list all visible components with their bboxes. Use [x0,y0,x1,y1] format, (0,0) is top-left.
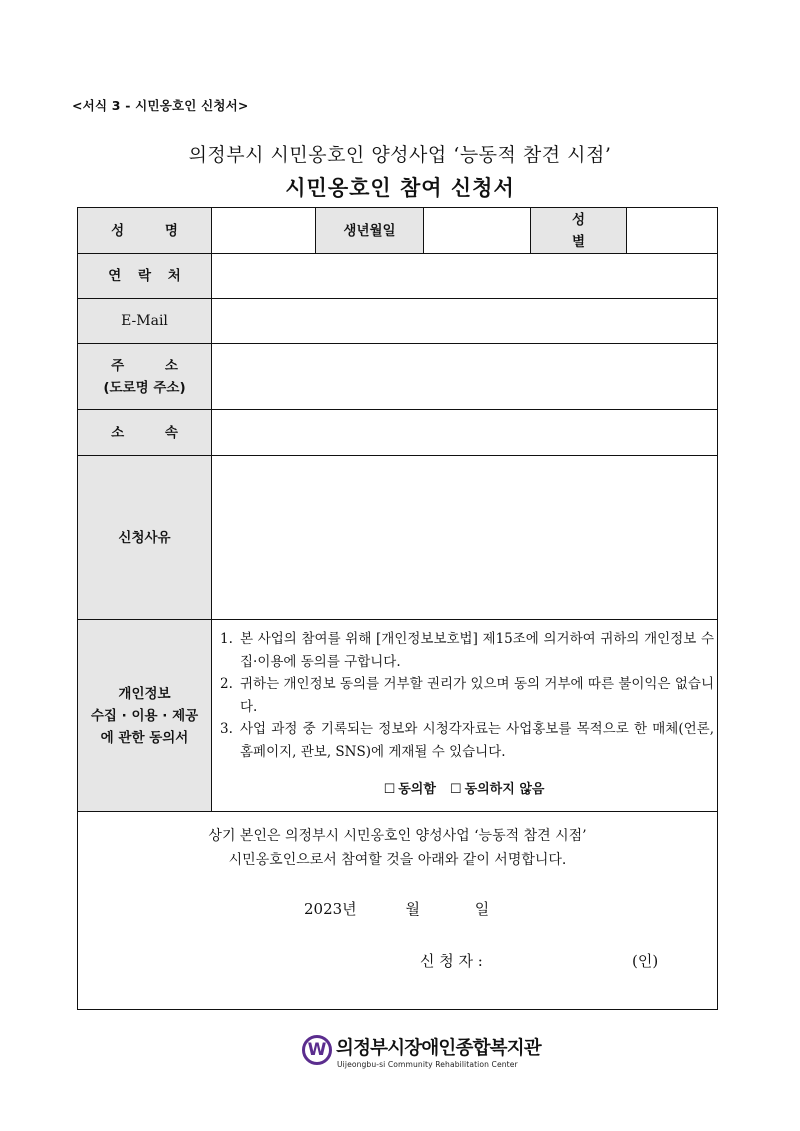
consent-item-number: 1. [220,631,233,647]
email-field[interactable] [212,299,717,344]
logo-name-english: Uijeongbu-si Community Rehabilitation Center [337,1060,518,1069]
checkbox-icon: ☐ [449,782,462,797]
statement-line1: 상기 본인은 의정부시 시민옹호인 양성사업 ‘능동적 참견 시점’ [208,828,587,844]
seal-mark: (인) [632,952,659,970]
birth-label: 생년월일 [343,222,396,239]
application-form-table [77,207,718,1010]
name-label: 성 명 [111,222,196,239]
affiliation-label-cell [78,410,212,456]
document-subtitle: 의정부시 시민옹호인 양성사업 ‘능동적 참견 시점’ [188,144,612,166]
consent-item [220,718,714,763]
address-label: 주 소 [111,357,196,374]
consent-options [211,778,717,797]
contact-label-cell [78,254,212,299]
agree-checkbox[interactable] [384,778,436,797]
address-field[interactable] [212,344,717,410]
consent-item-text: 본 사업의 참여를 위해 [개인정보보호법] 제15조에 의거하여 귀하의 개인정보 수집·이용에 동의를 구합니다. [240,631,714,670]
consent-item [220,628,714,673]
reason-label: 신청사유 [118,529,171,546]
logo-name-korean: 의정부시장애인종합복지관 [336,1038,541,1059]
contact-label: 연 락 처 [108,268,187,284]
checkbox-icon: ☐ [383,782,396,797]
date-line [304,898,489,919]
year-text: 2023년 [304,900,357,918]
disagree-checkbox[interactable] [450,778,545,797]
consent-item-text: 귀하는 개인정보 동의를 거부할 권리가 있으며 동의 거부에 따른 불이익은 없습니다. [240,676,714,715]
consent-label-line1: 개인정보 [118,685,171,702]
consent-list [220,628,714,763]
month-text: 월 [405,900,420,918]
name-field[interactable] [212,208,316,254]
consent-label-cell [78,620,212,812]
organization-logo [302,1033,541,1075]
document-title: 시민옹호인 참여 신청서 [285,176,515,200]
consent-item-number: 3. [220,721,233,737]
day-text: 일 [474,900,490,918]
consent-item [220,673,714,718]
affiliation-label: 소 속 [111,424,196,441]
email-label: E-Mail [121,313,168,329]
consent-item-text: 사업 과정 중 기록되는 정보와 시청각자료는 사업홍보를 목적으로 한 매체(언론, 홈페이지, 관보, SNS)에 게재될 수 있습니다. [240,721,714,760]
affiliation-field[interactable] [212,410,717,456]
consent-item-number: 2. [220,676,233,692]
consent-label-line2: 수집 · 이용 · 제공 [90,707,199,724]
disagree-label: 동의하지 않음 [464,782,545,797]
logo-w-icon: W [302,1035,332,1065]
address-label-cell [78,344,212,410]
consent-label-line3: 에 관한 동의서 [100,729,189,746]
gender-label: 성 별 [571,211,604,250]
email-label-cell [78,299,212,344]
agree-label: 동의함 [398,782,436,797]
gender-label-cell [531,208,627,254]
address-label-sub: (도로명 주소) [103,379,186,396]
reason-field[interactable] [212,456,717,620]
applicant-label: 신 청 자 : [420,952,483,970]
reason-label-cell [78,456,212,620]
contact-field[interactable] [212,254,717,299]
birth-label-cell [316,208,424,254]
statement-line2: 시민옹호인으로서 참여할 것을 아래와 같이 서명합니다. [228,852,567,868]
gender-field[interactable] [627,208,717,254]
name-label-cell [78,208,212,254]
form-label: <서식 3 - 시민옹호인 신청서> [72,98,249,113]
birth-field[interactable] [424,208,531,254]
